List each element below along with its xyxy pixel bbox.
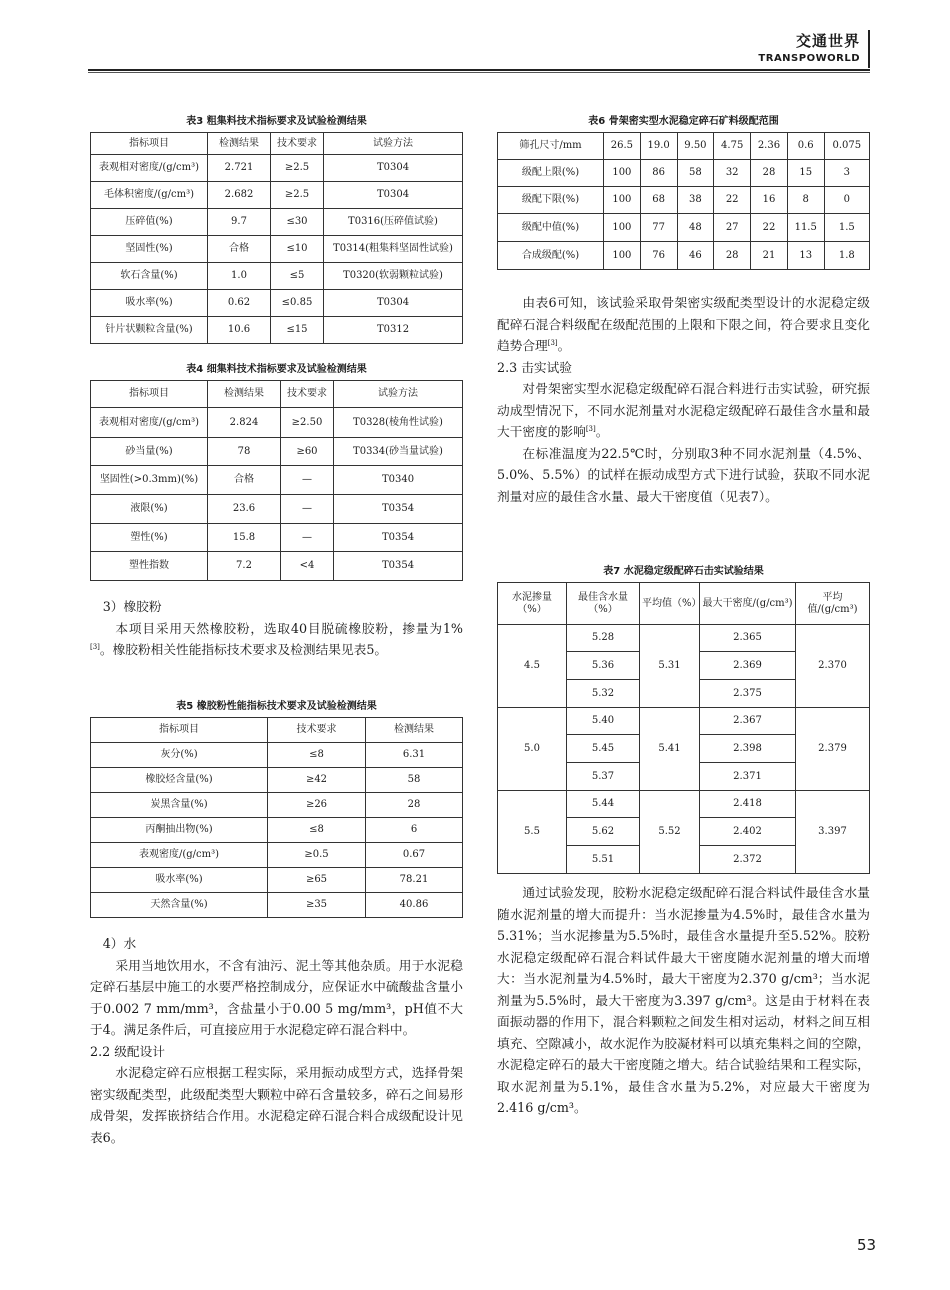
water-heading: 4）水 xyxy=(102,936,137,951)
section-2-3-heading: 2.3 击实试验 xyxy=(497,359,572,375)
cell: 58 xyxy=(677,160,714,187)
cell: 48 xyxy=(677,214,714,242)
section-2-2-heading: 2.2 级配设计 xyxy=(90,1043,165,1059)
table-row xyxy=(91,155,463,182)
table-6-block xyxy=(497,112,870,270)
table-row xyxy=(91,263,463,290)
conclusion-paragraph: 通过试验发现，胶粉水泥稳定级配碎石混合料试件最佳含水量随水泥剂量的增大而提升：当水泥掺量为4.5%时，最佳含水量为5.31%；当水泥掺量为5.5%时，最佳含水量提升至5.52%。胶粉水泥稳定级配碎石混合料试件最大干密度随水泥剂量的增大而增大：当水泥剂量为4.5%时，最大干密度为2.370 g/cm³；当水泥剂量为5.5%时，最大干密度为3.397 g/cm³。这是由于材料在表面振动器的作用下，混合料颗粒之间发生相对运动，材料之间互相填充、空隙减小，故水泥作为胶凝材料可以填充集料之间的空隙，水泥稳定碎石的最大干密度随之增大。结合试验结果和工程实际，取水泥剂量为5.1%，最佳含水量为5.2%，对应最大干密度为2.416 g/cm³。 xyxy=(497,885,870,1115)
cell: 合格 xyxy=(208,236,271,263)
cell: 5.51 xyxy=(567,846,640,874)
rubber-heading: 3）橡胶粉 xyxy=(102,599,162,614)
cell: 吸水率(%) xyxy=(91,290,208,317)
table-7-caption: 表7 水泥稳定级配碎石击实试验结果 xyxy=(603,566,764,577)
rubber-section xyxy=(90,596,463,661)
cell: ≤10 xyxy=(271,236,324,263)
table-row xyxy=(91,793,463,818)
cell: 9.7 xyxy=(208,209,271,236)
table-row xyxy=(91,209,463,236)
table-4-block xyxy=(90,360,463,581)
cell: 32 xyxy=(714,160,751,187)
cell: 5.31 xyxy=(640,625,700,708)
cell: T0314(粗集料坚固性试验) xyxy=(324,236,463,263)
paragraph-text: 本项目采用天然橡胶粉，选取40目脱硫橡胶粉，掺量为1% xyxy=(115,620,463,636)
header-cell: 平均值（%） xyxy=(640,583,700,625)
table-row xyxy=(91,182,463,209)
cell: T0316(压碎值试验) xyxy=(324,209,463,236)
cell: 0 xyxy=(824,187,869,214)
cell: ≥2.5 xyxy=(271,182,324,209)
reference-mark: [3] xyxy=(90,642,100,651)
table-6 xyxy=(497,132,870,270)
cell: 坚固性(>0.3mm)(%) xyxy=(91,466,208,495)
cell: — xyxy=(281,495,334,524)
reference-mark: [3] xyxy=(585,424,596,433)
cell: ≤30 xyxy=(271,209,324,236)
cell: T0334(砂当量试验) xyxy=(334,438,463,466)
table-row xyxy=(91,290,463,317)
cell: 5.36 xyxy=(567,652,640,680)
table-row xyxy=(91,438,463,466)
cell: 2.365 xyxy=(700,625,796,652)
cell: 28 xyxy=(714,242,751,270)
rubber-paragraph xyxy=(90,618,463,661)
cell: 5.28 xyxy=(567,625,640,652)
cell: 2.372 xyxy=(700,846,796,874)
header-divider xyxy=(868,30,870,68)
table-row xyxy=(498,214,870,242)
cell: ≤8 xyxy=(268,743,366,768)
cell: ≤5 xyxy=(271,263,324,290)
cell: T0354 xyxy=(334,552,463,581)
paragraph-text: 。 xyxy=(595,424,609,439)
table-3-caption: 表3 粗集料技术指标要求及试验检测结果 xyxy=(186,116,367,127)
table-5-block xyxy=(90,697,463,918)
cell: 砂当量(%) xyxy=(91,438,208,466)
right-text-block xyxy=(497,292,870,507)
table-header-row xyxy=(498,583,870,625)
table-row xyxy=(91,552,463,581)
header-cell: 技术要求 xyxy=(268,718,366,743)
cell: 1.0 xyxy=(208,263,271,290)
table-row xyxy=(498,187,870,214)
cell: 压碎值(%) xyxy=(91,209,208,236)
header-cell: 平均值/(g/cm³) xyxy=(796,583,870,625)
table-4-caption: 表4 细集料技术指标要求及试验检测结果 xyxy=(186,364,367,375)
header-rule xyxy=(88,69,870,71)
header-cell: 检测结果 xyxy=(366,718,463,743)
table-row xyxy=(91,236,463,263)
cell: 76 xyxy=(640,242,677,270)
cell: ≥0.5 xyxy=(268,843,366,868)
cell: 塑性指数 xyxy=(91,552,208,581)
cell: 11.5 xyxy=(787,214,824,242)
reference-mark: [3] xyxy=(547,338,558,347)
header-cell: 筛孔尺寸/mm xyxy=(498,133,604,160)
cell: 16 xyxy=(751,187,788,214)
cell: 2.369 xyxy=(700,652,796,680)
cell: 2.375 xyxy=(700,680,796,708)
cell: 2.824 xyxy=(208,408,281,438)
table-row xyxy=(91,466,463,495)
cell: 5.40 xyxy=(567,708,640,735)
paragraph-text: 由表6可知，该试验采取骨架密实级配类型设计的水泥稳定级配碎石混合料级配在级配范围的上限和下限之间，符合要求且变化趋势合理 xyxy=(497,295,870,353)
table-7 xyxy=(497,582,870,874)
cell: 15.8 xyxy=(208,524,281,552)
cell: 6.31 xyxy=(366,743,463,768)
conclusion-section xyxy=(497,882,870,1119)
cell: T0354 xyxy=(334,495,463,524)
table-row xyxy=(91,818,463,843)
cell: ≤0.85 xyxy=(271,290,324,317)
cell: 77 xyxy=(640,214,677,242)
paragraph-text: 对骨架密实型水泥稳定级配碎石混合料进行击实试验，研究振动成型情况下，不同水泥剂量对水泥稳定级配碎石最佳含水量和最大干密度的影响 xyxy=(497,381,870,439)
cell: 38 xyxy=(677,187,714,214)
table-6-caption: 表6 骨架密实型水泥稳定碎石矿料级配范围 xyxy=(588,116,779,127)
cell: 22 xyxy=(751,214,788,242)
header-cell: 检测结果 xyxy=(208,133,271,155)
cell: ≥35 xyxy=(268,893,366,918)
cell: 灰分(%) xyxy=(91,743,268,768)
water-paragraph: 采用当地饮用水，不含有油污、泥土等其他杂质。用于水泥稳定碎石基层中施工的水要严格控制成分，应保证水中硫酸盐含量小于0.002 7 mm/mm³，含盐量小于0.00 5 mg/mm³，pH值不大于4。满足条件后，可直接应用于水泥稳定碎石混合料中。 xyxy=(90,957,463,1037)
cell: 合格 xyxy=(208,466,281,495)
table-5-caption: 表5 橡胶粉性能指标技术要求及试验检测结果 xyxy=(176,701,377,712)
cell: 46 xyxy=(677,242,714,270)
cell: 丙酮抽出物(%) xyxy=(91,818,268,843)
table-row xyxy=(498,791,870,818)
cell: 2.370 xyxy=(796,625,870,708)
cell: 2.721 xyxy=(208,155,271,182)
cell: 橡胶烃含量(%) xyxy=(91,768,268,793)
cell: T0304 xyxy=(324,290,463,317)
header-cell: 技术要求 xyxy=(281,381,334,408)
cell: ≤8 xyxy=(268,818,366,843)
table-header-row xyxy=(91,718,463,743)
cell: T0320(软弱颗粒试验) xyxy=(324,263,463,290)
cell: 表观相对密度/(g/cm³) xyxy=(91,155,208,182)
cell: 40.86 xyxy=(366,893,463,918)
cell: 78 xyxy=(208,438,281,466)
table-row xyxy=(498,160,870,187)
cell: 5.37 xyxy=(567,763,640,791)
table-row xyxy=(91,893,463,918)
cell: 级配下限(%) xyxy=(498,187,604,214)
journal-title-cn: 交通世界 xyxy=(795,32,860,50)
header-cell: 检测结果 xyxy=(208,381,281,408)
cell: 0.67 xyxy=(366,843,463,868)
cell: 5.62 xyxy=(567,818,640,846)
table-row xyxy=(91,768,463,793)
cell: 2.418 xyxy=(700,791,796,818)
cell: 5.45 xyxy=(567,735,640,763)
cell: T0304 xyxy=(324,155,463,182)
header-cell: 试验方法 xyxy=(324,133,463,155)
table-header-row xyxy=(498,133,870,160)
cell: 6 xyxy=(366,818,463,843)
cell: 2.398 xyxy=(700,735,796,763)
cell: 5.32 xyxy=(567,680,640,708)
cell: 21 xyxy=(751,242,788,270)
header-rule-thin xyxy=(88,72,870,73)
cell: 58 xyxy=(366,768,463,793)
cell: 28 xyxy=(366,793,463,818)
table-6-analysis xyxy=(497,292,870,357)
cell: ≥42 xyxy=(268,768,366,793)
header-cell: 19.0 xyxy=(640,133,677,160)
header-cell: 指标项目 xyxy=(91,133,208,155)
cell: 液限(%) xyxy=(91,495,208,524)
cell: <4 xyxy=(281,552,334,581)
cell: 100 xyxy=(604,187,641,214)
cell: 软石含量(%) xyxy=(91,263,208,290)
cell: 2.379 xyxy=(796,708,870,791)
header-cell: 9.50 xyxy=(677,133,714,160)
cell: ≥60 xyxy=(281,438,334,466)
cell: 2.682 xyxy=(208,182,271,209)
cell: ≥2.5 xyxy=(271,155,324,182)
cell: 86 xyxy=(640,160,677,187)
table-row xyxy=(91,408,463,438)
cell: ≥2.50 xyxy=(281,408,334,438)
cell: 13 xyxy=(787,242,824,270)
cell: 1.8 xyxy=(824,242,869,270)
cell: 3 xyxy=(824,160,869,187)
header-cell: 最佳含水量（%） xyxy=(567,583,640,625)
table-row xyxy=(91,843,463,868)
table-header-row xyxy=(91,381,463,408)
cell: 炭黑含量(%) xyxy=(91,793,268,818)
header-cell: 技术要求 xyxy=(271,133,324,155)
page-number: 53 xyxy=(857,1236,877,1254)
cell: 23.6 xyxy=(208,495,281,524)
cell: 5.5 xyxy=(498,791,567,874)
paragraph-text: 。橡胶粉相关性能指标技术要求及检测结果见表5。 xyxy=(99,642,388,657)
water-section xyxy=(90,933,463,1148)
cell: 毛体积密度/(g/cm³) xyxy=(91,182,208,209)
cell: 2.371 xyxy=(700,763,796,791)
cell: 28 xyxy=(751,160,788,187)
cell: 合成级配(%) xyxy=(498,242,604,270)
cell: 级配中值(%) xyxy=(498,214,604,242)
cell: 100 xyxy=(604,160,641,187)
compaction-paragraph-1 xyxy=(497,378,870,443)
table-header-row xyxy=(91,133,463,155)
cell: 100 xyxy=(604,242,641,270)
header-cell: 指标项目 xyxy=(91,718,268,743)
table-row xyxy=(498,625,870,652)
cell: 0.62 xyxy=(208,290,271,317)
cell: T0312 xyxy=(324,317,463,344)
cell: T0304 xyxy=(324,182,463,209)
cell: 5.52 xyxy=(640,791,700,874)
cell: 8 xyxy=(787,187,824,214)
cell: 3.397 xyxy=(796,791,870,874)
header-cell: 26.5 xyxy=(604,133,641,160)
table-row xyxy=(498,708,870,735)
cell: 表观密度/(g/cm³) xyxy=(91,843,268,868)
cell: 吸水率(%) xyxy=(91,868,268,893)
header-cell: 0.075 xyxy=(824,133,869,160)
table-3-block xyxy=(90,112,463,344)
header-cell: 指标项目 xyxy=(91,381,208,408)
table-3 xyxy=(90,132,463,344)
header-cell: 最大干密度/(g/cm³) xyxy=(700,583,796,625)
cell: 表观相对密度/(g/cm³) xyxy=(91,408,208,438)
header-cell: 水泥掺量（%） xyxy=(498,583,567,625)
paragraph-text: 。 xyxy=(557,338,571,353)
table-row xyxy=(91,868,463,893)
header-cell: 2.36 xyxy=(751,133,788,160)
cell: 级配上限(%) xyxy=(498,160,604,187)
table-row xyxy=(91,524,463,552)
cell: 2.367 xyxy=(700,708,796,735)
table-row xyxy=(91,743,463,768)
cell: — xyxy=(281,524,334,552)
cell: 5.0 xyxy=(498,708,567,791)
compaction-paragraph-2: 在标准温度为22.5℃时，分别取3种不同水泥剂量（4.5%、5.0%、5.5%）的试样在振动成型方式下进行试验，获取不同水泥剂量对应的最佳含水量、最大干密度值（见表7）。 xyxy=(497,445,870,504)
cell: 1.5 xyxy=(824,214,869,242)
cell: 15 xyxy=(787,160,824,187)
cell: ≤15 xyxy=(271,317,324,344)
cell: 坚固性(%) xyxy=(91,236,208,263)
header-cell: 4.75 xyxy=(714,133,751,160)
table-4 xyxy=(90,380,463,581)
cell: 5.41 xyxy=(640,708,700,791)
cell: T0340 xyxy=(334,466,463,495)
header-cell: 0.6 xyxy=(787,133,824,160)
table-row xyxy=(91,317,463,344)
gradation-paragraph: 水泥稳定碎石应根据工程实际，采用振动成型方式，选择骨架密实级配类型，此级配类型大颗粒中碎石含量较多，碎石之间易形成骨架，发挥嵌挤结合作用。水泥稳定碎石混合料合成级配设计见表6。 xyxy=(90,1065,463,1145)
header-cell: 试验方法 xyxy=(334,381,463,408)
cell: ≥26 xyxy=(268,793,366,818)
cell: 10.6 xyxy=(208,317,271,344)
journal-title-en: TRANSPOWORLD xyxy=(758,53,860,64)
cell: 2.402 xyxy=(700,818,796,846)
cell: ≥65 xyxy=(268,868,366,893)
cell: 78.21 xyxy=(366,868,463,893)
cell: — xyxy=(281,466,334,495)
cell: T0354 xyxy=(334,524,463,552)
cell: 天然含量(%) xyxy=(91,893,268,918)
table-5 xyxy=(90,717,463,918)
cell: 塑性(%) xyxy=(91,524,208,552)
cell: 22 xyxy=(714,187,751,214)
cell: 7.2 xyxy=(208,552,281,581)
table-row xyxy=(498,242,870,270)
cell: 4.5 xyxy=(498,625,567,708)
table-7-block xyxy=(497,562,870,874)
cell: 100 xyxy=(604,214,641,242)
cell: 68 xyxy=(640,187,677,214)
cell: 27 xyxy=(714,214,751,242)
cell: T0328(棱角性试验) xyxy=(334,408,463,438)
cell: 针片状颗粒含量(%) xyxy=(91,317,208,344)
cell: 5.44 xyxy=(567,791,640,818)
table-row xyxy=(91,495,463,524)
